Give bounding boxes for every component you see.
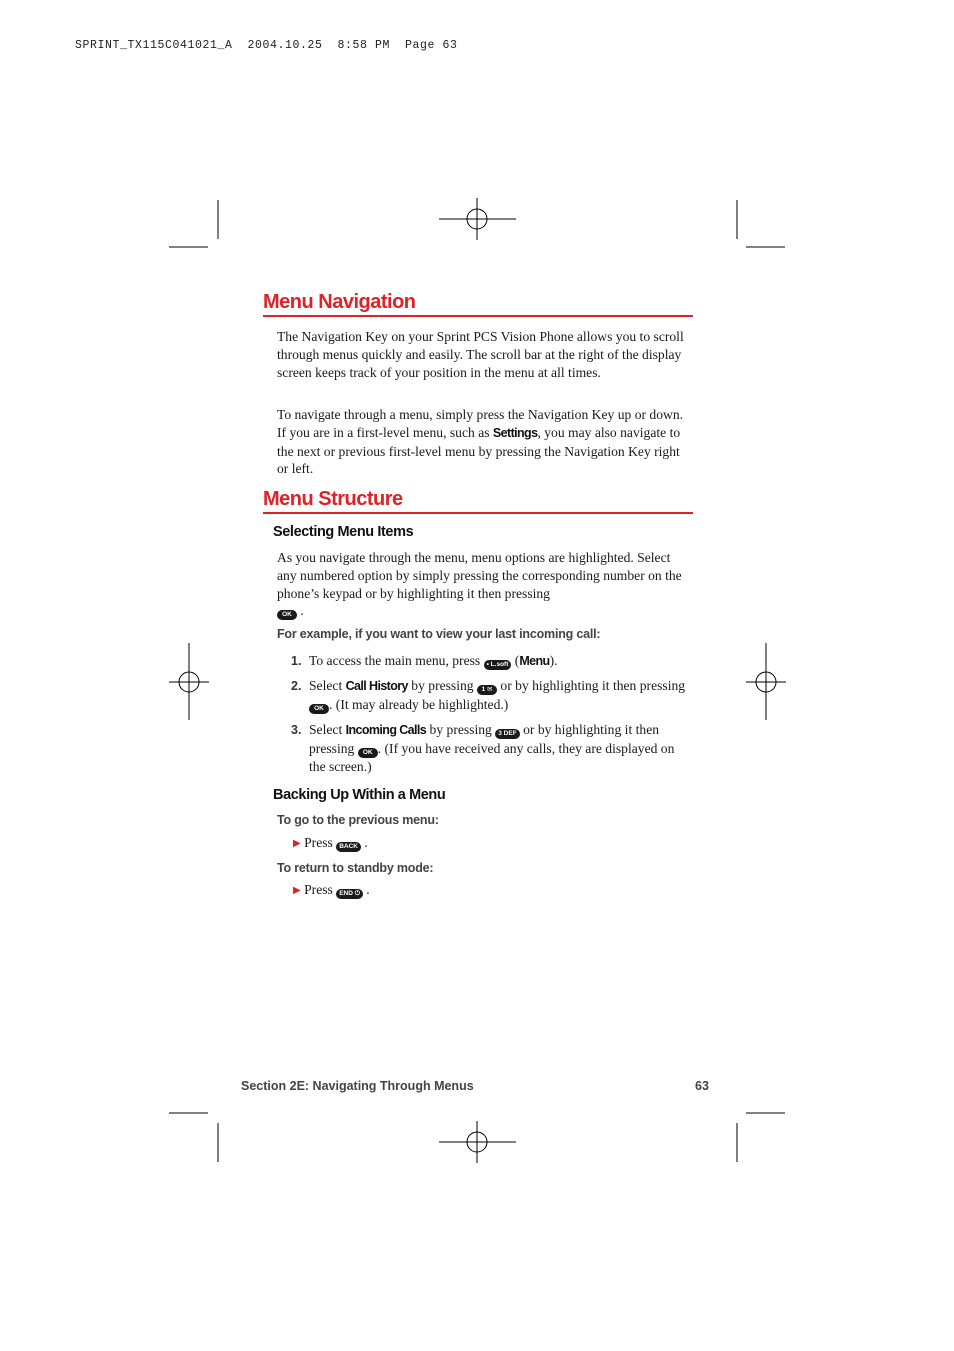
menu-structure-heading: Menu Structure [263, 487, 693, 514]
nav-p2-part-a: To navigate through a menu, simply press the Navigation Key up or down. If you are in a first-level menu, such as [277, 407, 684, 440]
step-3-text-c: or by highlighting it then pressing [309, 722, 660, 756]
print-slug: SPRINT_TX115C041021_A 2004.10.25 8:58 PM Page 63 [75, 39, 458, 52]
press-text: Press [304, 835, 333, 850]
page-number: 63 [695, 1079, 709, 1093]
nav-p2-part-b: , you may also navigate to the next or previous first-level menu by pressing the Navigation Key right or left. [277, 424, 681, 477]
standby-mode-lead: To return to standby mode: [277, 861, 434, 875]
selecting-period: . [300, 603, 304, 619]
selecting-paragraph [277, 549, 692, 620]
selecting-text: As you navigate through the menu, menu options are highlighted. Select any numbered option by simply pressing the corresponding number on the phone’s keypad or by highlighting it then pressing [277, 550, 682, 601]
end-key-icon: END ⏻ [336, 889, 363, 899]
triangle-bullet-icon: ▶ [293, 885, 301, 896]
menu-navigation-heading: Menu Navigation [263, 290, 693, 317]
previous-menu-lead: To go to the previous menu: [277, 813, 439, 827]
step-1-text-a: To access the main menu, press [309, 653, 481, 668]
step-number: 3. [291, 723, 302, 737]
period: . [364, 835, 368, 850]
footer-section-title: Section 2E: Navigating Through Menus [241, 1079, 474, 1093]
step-3-text-a: Select [309, 722, 343, 737]
example-lead: For example, if you want to view your last incoming call: [277, 627, 601, 641]
step-number: 2. [291, 679, 302, 693]
ok-key-icon: OK [309, 704, 329, 714]
step-3-text-d: . (If you have received any calls, they are displayed on the screen.) [309, 740, 675, 774]
step-2-text-d: . (It may already be highlighted.) [329, 696, 509, 712]
previous-menu-instruction [293, 835, 368, 852]
step-2-text-b: by pressing [411, 678, 474, 693]
menu-softkey-icon: • L.soft [484, 660, 512, 670]
step-2 [291, 677, 691, 714]
one-key-icon: 1 ✉ [477, 685, 497, 695]
standby-mode-instruction [293, 882, 370, 899]
press-text: Press [304, 882, 333, 897]
step-2-text-c: or by highlighting it then pressing [500, 678, 686, 693]
incoming-calls-term: Incoming Calls [345, 723, 427, 737]
settings-term: Settings [492, 425, 538, 440]
step-3 [291, 721, 691, 777]
navigation-paragraph-1: The Navigation Key on your Sprint PCS Vision Phone allows you to scroll through menus quickly and easily. The scroll bar at the right of the display screen keeps track of your position in the menu at all times. [277, 329, 684, 380]
navigation-paragraph-2 [277, 406, 692, 478]
backing-up-heading: Backing Up Within a Menu [273, 787, 446, 803]
selecting-menu-items-heading: Selecting Menu Items [273, 524, 414, 540]
step-2-text-a: Select [309, 678, 343, 693]
three-key-icon: 3 DEF [495, 729, 519, 739]
period: . [366, 882, 370, 897]
step-number: 1. [291, 654, 302, 668]
back-key-icon: BACK [336, 842, 361, 852]
triangle-bullet-icon: ▶ [293, 838, 301, 849]
step-3-text-b: by pressing [429, 722, 492, 737]
menu-term: Menu [519, 654, 550, 668]
ok-key-icon: OK [277, 610, 297, 620]
step-1-text-c: ). [549, 653, 558, 668]
step-1-text-b: ( [514, 653, 520, 668]
call-history-term: Call History [345, 679, 408, 693]
step-1 [291, 652, 691, 671]
ok-key-icon: OK [358, 748, 378, 758]
